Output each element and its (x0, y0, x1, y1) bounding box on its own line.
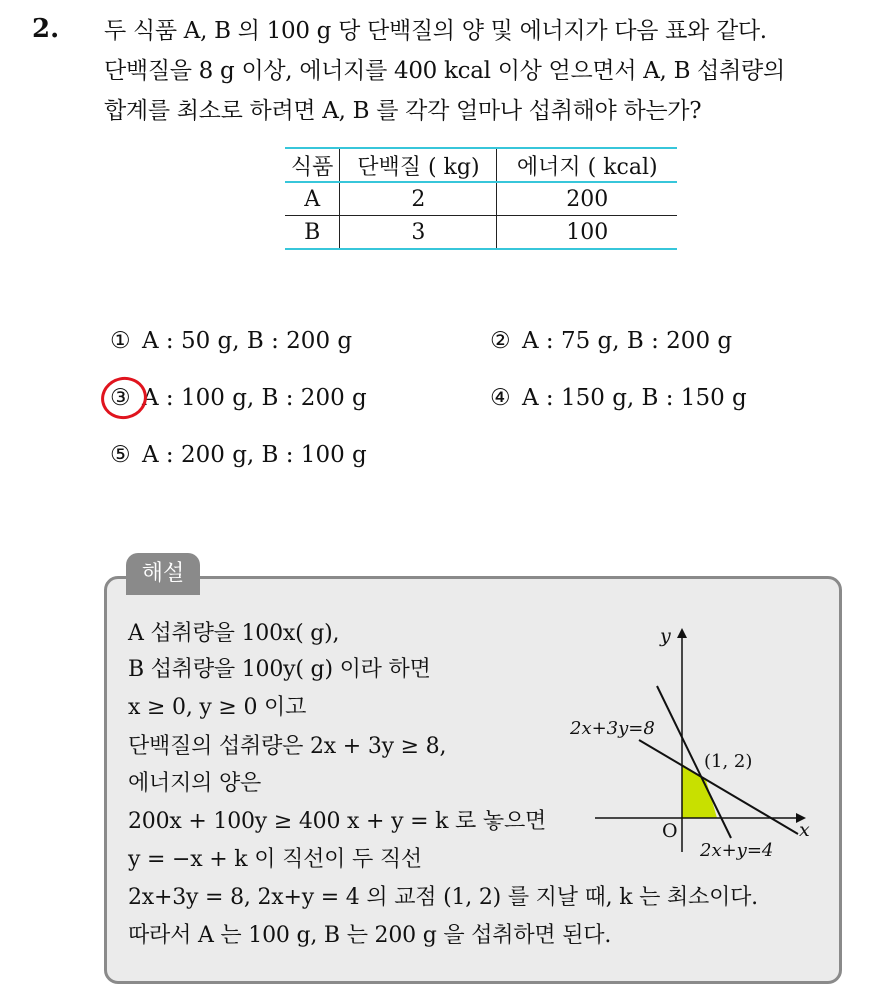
solution-line-9: 따라서 A 는 100 g, B 는 200 g 을 섭취하면 된다. (128, 923, 612, 948)
question-line-3: 합계를 최소로 하려면 A, B 를 각각 얼마나 섭취해야 하는가? (104, 98, 702, 124)
solution-line-2: B 섭취량을 100y( g) 이라 하면 (128, 657, 431, 682)
solution-line-6: 200x + 100y ≥ 400 x + y = k 로 놓으면 (128, 809, 547, 834)
solution-line-1: A 섭취량을 100x( g), (128, 621, 340, 646)
solution-tab: 해설 (126, 553, 200, 595)
choice-2[interactable] (490, 328, 732, 354)
table-cell: 3 (340, 216, 497, 250)
solution-line-8: 2x+3y = 8, 2x+y = 4 의 교점 (1, 2) 를 지날 때, k 는 최소이다. (128, 885, 758, 910)
choice-text: A : 50 g, B : 200 g (142, 328, 353, 354)
table-cell: 2 (340, 182, 497, 216)
choice-1[interactable] (110, 328, 352, 354)
choice-mark: ⑤ (110, 442, 131, 468)
table-row (285, 216, 677, 250)
choice-text: A : 100 g, B : 200 g (142, 385, 367, 411)
table-cell: 200 (497, 182, 677, 216)
table-cell: 100 (497, 216, 677, 250)
choice-mark: ④ (490, 385, 511, 411)
x-axis-label: x (799, 819, 810, 841)
solution-line-7: y = −x + k 이 직선이 두 직선 (128, 847, 422, 872)
table-row (285, 182, 677, 216)
header-energy: 에너지 ( kcal) (497, 148, 677, 182)
line2-label: 2x+y=4 (700, 840, 774, 861)
solution-line-3: x ≥ 0, y ≥ 0 이고 (128, 695, 307, 720)
table-cell: A (285, 182, 340, 216)
question-line-2: 단백질을 8 g 이상, 에너지를 400 kcal 이상 얻으면서 A, B 섭취량의 (104, 58, 785, 84)
feasible-region-graph (570, 612, 820, 862)
choice-mark: ③ (110, 385, 131, 411)
y-axis-label: y (660, 625, 671, 647)
line1-label: 2x+3y=8 (570, 718, 655, 739)
nutrition-table (285, 147, 677, 250)
question-line-1: 두 식품 A, B 의 100 g 당 단백질의 양 및 에너지가 다음 표와 같다. (104, 18, 767, 44)
choice-mark: ② (490, 328, 511, 354)
header-food: 식품 (285, 148, 340, 182)
origin-label: O (662, 820, 678, 842)
solution-line-4: 단백질의 섭취량은 2x + 3y ≥ 8, (128, 734, 447, 759)
selected-answer-circle (97, 373, 151, 424)
intersection-point-label: (1, 2) (704, 751, 753, 772)
table-cell: B (285, 216, 340, 250)
choice-text: A : 200 g, B : 100 g (142, 442, 367, 468)
choice-3[interactable] (110, 385, 367, 411)
choice-4[interactable] (490, 385, 747, 411)
choice-mark: ① (110, 328, 131, 354)
header-protein: 단백질 ( kg) (340, 148, 497, 182)
question-number: 2. (32, 14, 60, 44)
y-axis-arrow (677, 628, 687, 638)
choice-text: A : 75 g, B : 200 g (522, 328, 733, 354)
solution-line-5: 에너지의 양은 (128, 771, 262, 796)
choice-text: A : 150 g, B : 150 g (522, 385, 747, 411)
table-header-row (285, 148, 677, 182)
choice-5[interactable] (110, 442, 367, 468)
